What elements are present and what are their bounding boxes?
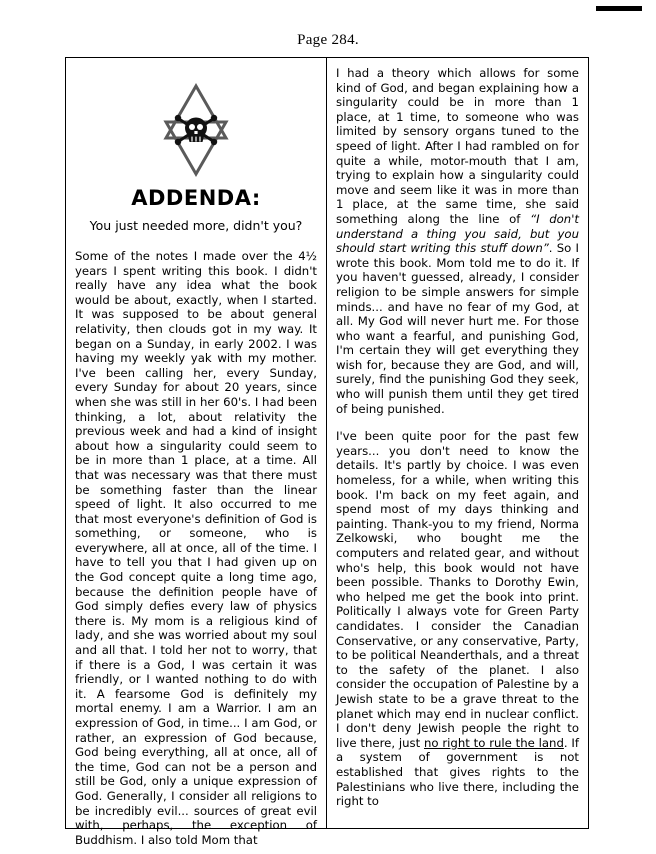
right-column [327, 58, 588, 828]
page-title: ADDENDA: [131, 186, 261, 210]
star-of-david-with-skull-and-crossbones-icon [142, 80, 250, 180]
paragraph-2-underlined-phrase: no right to rule the land [424, 735, 564, 750]
two-column-frame [65, 57, 589, 847]
paragraph-1-quote: “I don't understand a thing you said, but you should start writing this stuff down” [336, 211, 579, 256]
page-subtitle: You just needed more, didn't you? [89, 218, 303, 233]
left-column-paragraph: Some of the notes I made over the 4½ years I spent writing this book. I didn't really have any idea what the book would be about, exactly, when I started. It was supposed to be about general relativity, then clouds got in my way. It began on a Sunday, in early 2002. I was having my weekly yak with my mother. I've been calling her, every Sunday, every Sunday for about 20 years, since when she was still in her 60's. I had been thinking, a lot, about relativity the previous week and had a kind of insight about how a singularity could seem to be in more than 1 place, at a time. All that was necessary was that there must be something faster than the linear speed of light. It also occurred to me that most everyone's definition of God is something, or someone, who is everywhere, all at once, all of the time. I have to tell you that I had given up on the God concept quite a long time ago, because the definition people have of God simply defies every law of physics there is. My mom is a religious kind of lady, and she was worried about my soul and all that. I told her not to worry, that if there is a God, I was certain it was friendly, or I wanted nothing to do with it. A fearsome God is definitely my mortal enemy. I am a Warrior. I am an expression of God, in time... I am God, or rather, an expression of God because, God being everything, all at once, all of the time, God can not be a person and still be God, only a unique expression of God. Generally, I consider all religions to be incredibly evil... sources of great evil with, perhaps, the exception of Buddhism. I also told Mom that [75, 249, 317, 847]
paragraph-2-text-before-underline: I've been quite poor for the past few years... you don't need to know the details. It's partly by choice. I was even homeless, for a while, when writing this book. I'm back on my feet again, and spend most of my days thinking and painting. Thank-you to my friend, Norma Zelkowski, who bought me the computers and related gear, and without who's help, this book would not have been possible. Thanks to Dorothy Ewin, who helped me get the book into print. Politically I always vote for Green Party candidates. I consider the Canadian Conservative, or any conservative, Party, to be political Neanderthals, and a threat to the safety of the planet. I also consider the occupation of Palestine by a Jewish state to be a grave threat to the planet which may end in nuclear conflict. I don't deny Jewish people the right to live there, just [336, 429, 579, 750]
paragraph-1-text-before-quote: I had a theory which allows for some kind of God, and began explaining how a singularity could be in more than 1 place, at 1 time, to someone who was limited by sensory organs tuned to the speed of light. After I had rambled on for quite a while, motor-mouth that I am, trying to explain how a singularity could move and seem like it was in more than 1 place, at the same time, she said something along the line of [336, 66, 579, 226]
black-corner-mark [596, 6, 642, 11]
paragraph-1-text-after-quote: . So I wrote this book. Mom told me to do it. If you haven't guessed, already, I consider religion to be simple answers for simple minds... and have no fear of my God, at all. My God will never hurt me. For those who want a fearful, and punishing God, I'm certain they will get everything they wish for, because they are God, and will, surely, find the punishing God they seek, who will punish them until they get tired of being punished. [336, 241, 579, 416]
right-column-paragraph-1 [336, 66, 579, 416]
left-column [66, 58, 327, 847]
page-header: Page 284. [297, 32, 359, 48]
paragraph-2-text-after-underline: . If a system of government is not established that gives rights to the Palestinians who live there, including the right to [336, 735, 579, 809]
right-column-paragraph-2 [336, 429, 579, 808]
emblem-container [75, 80, 317, 180]
